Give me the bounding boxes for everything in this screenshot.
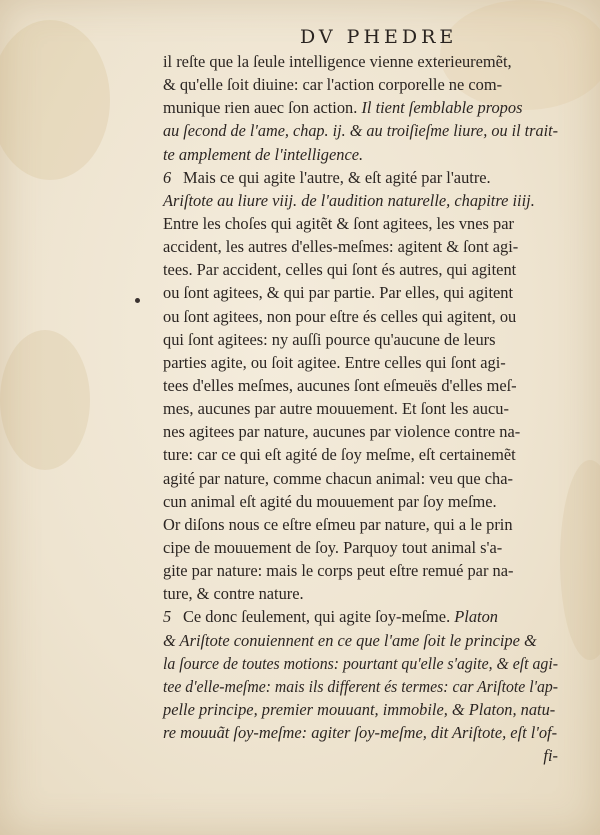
text-run: cipe de mouuement de ſoy. Parquoy tout animal s'a- — [163, 537, 503, 557]
text-line — [163, 652, 558, 675]
italic-text-run: te amplement de l'intelligence. — [163, 144, 364, 164]
text-run: ou ſont agitees, non pour eſtre és celles qui agitent, ou — [163, 306, 517, 326]
text-run: accident, les autres d'elles-meſmes: agitent & ſont agi- — [163, 237, 519, 257]
text-line — [163, 235, 558, 258]
text-line — [163, 50, 558, 73]
text-run: agité par nature, comme chacun animal: veu que cha- — [163, 468, 513, 488]
text-run: Or diſons nous ce eſtre eſmeu par nature, qui a le prin — [163, 514, 513, 534]
paper-stain — [0, 20, 110, 180]
text-run: ture: car ce qui eſt agité de ſoy meſme, eſt certainemẽt — [163, 445, 516, 465]
italic-text-run: re mouuãt ſoy-meſme: agiter ſoy-meſme, dit Ariſtote, eſt l'of- — [163, 723, 558, 743]
italic-text-run: Il tient ſemblable propos — [361, 98, 523, 118]
italic-text-run: Ariſtote au liure viij. de l'audition naturelle, chapitre iiij. — [163, 190, 535, 210]
text-line — [163, 96, 558, 119]
text-line — [163, 258, 558, 281]
paragraph-number: 5 — [163, 607, 172, 627]
paper-stain — [560, 460, 600, 660]
italic-text-run: la ſource de toutes motions: pourtant qu'elle s'agite, & eſt agi- — [163, 653, 559, 673]
text-line — [163, 189, 558, 212]
italic-text-run: Platon — [454, 607, 498, 627]
text-line — [163, 397, 558, 420]
text-run: & qu'elle ſoit diuine: car l'action corporelle ne com- — [163, 75, 503, 95]
text-run: Ce donc ſeulement, qui agite ſoy-meſme. — [183, 607, 455, 627]
italic-text-run: fi- — [543, 746, 558, 766]
body-text — [163, 50, 558, 767]
text-line — [163, 143, 558, 166]
text-line — [163, 328, 558, 351]
text-line — [163, 559, 558, 582]
text-line — [163, 166, 558, 189]
text-run: tees d'elles meſmes, aucunes ſont eſmeuës d'elles meſ- — [163, 375, 517, 395]
paper-stain — [0, 330, 90, 470]
paragraph-number: 6 — [163, 167, 172, 187]
text-line — [163, 536, 558, 559]
text-line — [163, 119, 558, 142]
text-line — [163, 721, 558, 744]
text-run: tees. Par accident, celles qui ſont és autres, qui agitent — [163, 260, 517, 280]
text-run: parties agite, ou ſoit agitee. Entre celles qui ſont agi- — [163, 352, 506, 372]
text-line — [163, 629, 558, 652]
text-line — [163, 374, 558, 397]
margin-dot — [135, 298, 140, 303]
text-run: cun animal eſt agité du mouuement par ſoy meſme. — [163, 491, 497, 511]
text-run: qui ſont agitees: ny auſſi pource qu'aucune de leurs — [163, 329, 496, 349]
text-run: Mais ce qui agite l'autre, & eſt agité par l'autre. — [183, 167, 491, 187]
text-line — [163, 490, 558, 513]
text-line — [163, 212, 558, 235]
text-line — [163, 582, 558, 605]
text-run: nes agitees par nature, aucunes par violence contre na- — [163, 422, 521, 442]
text-line — [163, 443, 558, 466]
text-line — [163, 281, 558, 304]
text-line — [163, 467, 558, 490]
text-line — [163, 744, 558, 767]
text-line — [163, 351, 558, 374]
italic-text-run: tee d'elle-meſme: mais ils different és termes: car Ariſtote l'ap- — [163, 676, 558, 696]
text-run: ou ſont agitees, & qui par partie. Par elles, qui agitent — [163, 283, 514, 303]
text-line — [163, 513, 558, 536]
text-run: gite par nature: mais le corps peut eſtre remué par na- — [163, 561, 514, 581]
text-run: il reſte que la ſeule intelligence vienne exterieuremẽt, — [163, 52, 512, 71]
text-run: munique rien auec ſon action. — [163, 98, 362, 118]
text-run: ture, & contre nature. — [163, 584, 304, 604]
italic-text-run: au ſecond de l'ame, chap. ij. & au troiſieſme liure, ou il trait- — [163, 121, 559, 141]
text-line — [163, 698, 558, 721]
text-run: mes, aucunes par autre mouuement. Et ſont les aucu- — [163, 399, 509, 419]
italic-text-run: & Ariſtote conuiennent en ce que l'ame ſoit le principe & — [163, 630, 537, 650]
text-line — [163, 420, 558, 443]
text-line — [163, 675, 558, 698]
italic-text-run: pelle principe, premier mouuant, immobile, & Platon, natu- — [163, 699, 556, 719]
text-line — [163, 605, 558, 628]
text-line — [163, 305, 558, 328]
text-run: Entre les choſes qui agitẽt & ſont agitees, les vnes par — [163, 213, 514, 233]
running-header: DV PHEDRE — [300, 26, 458, 48]
text-line — [163, 73, 558, 96]
